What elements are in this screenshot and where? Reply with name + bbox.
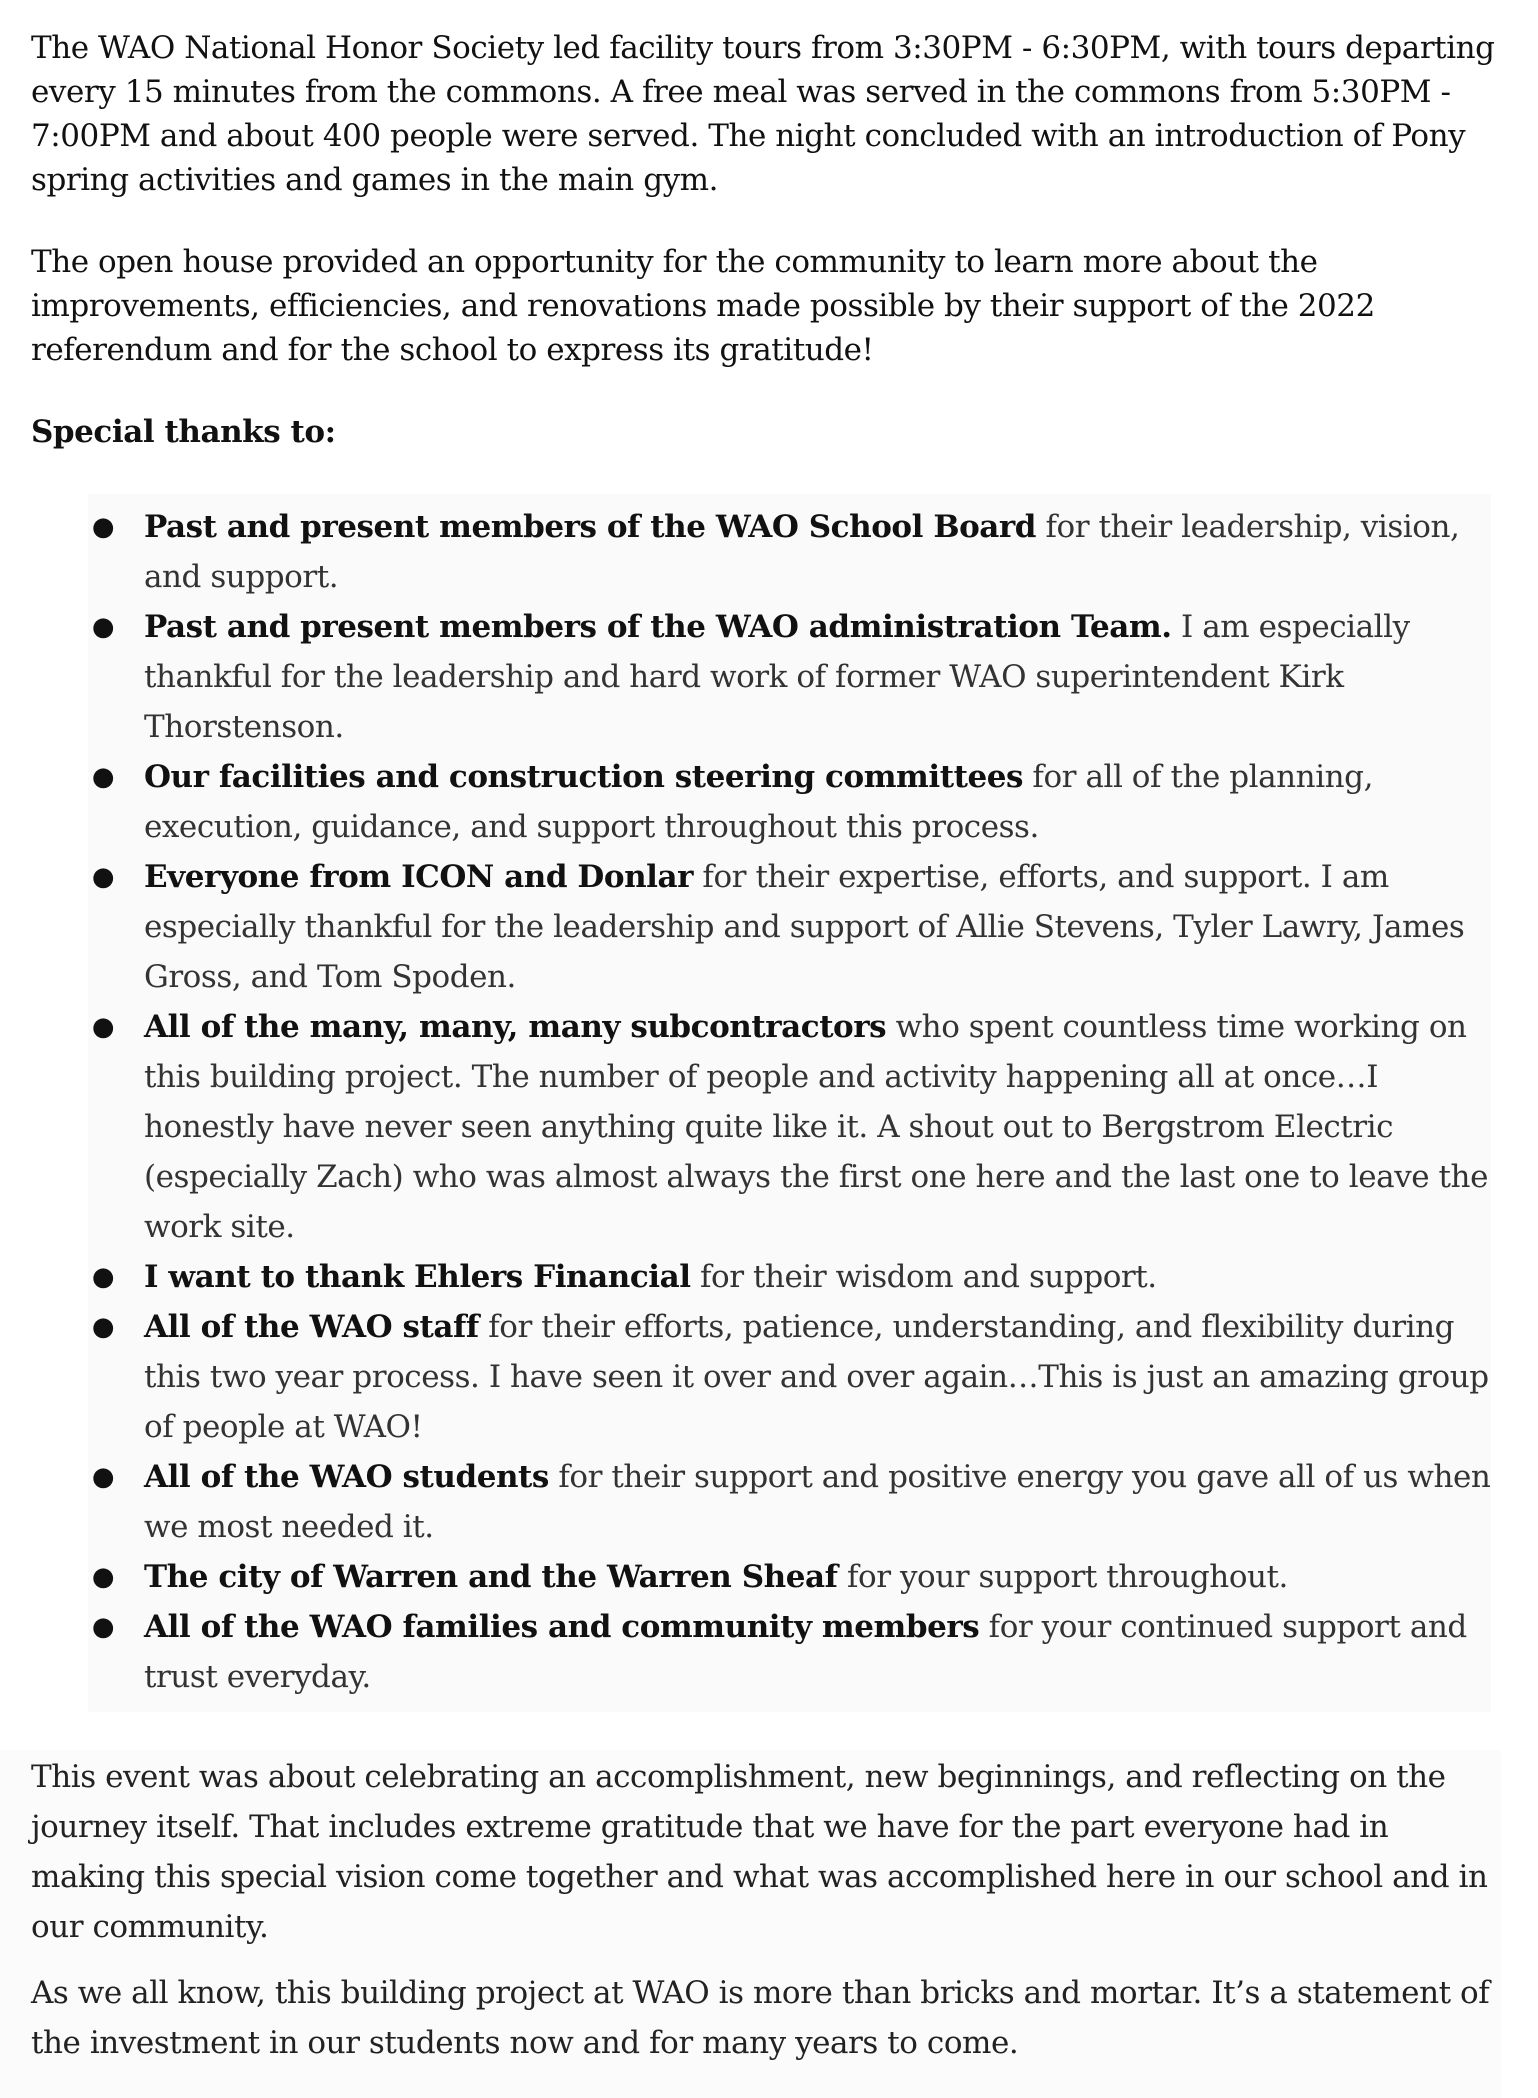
closing-paragraph-event: This event was about celebrating an accomplishment, new beginnings, and reflecting on the journey itself. That includes extreme gratitude that we have for the part everyone had in making this special vision come together and what was accomplished here in our school and in our community. — [31, 1759, 1488, 1945]
bullet-icon: ● — [91, 1312, 115, 1342]
thanks-item-text: I am especially thankful for the leadership and hard work of former WAO superintendent Kirk Thorstenson. — [144, 609, 1410, 745]
thanks-item-bold: Past and present members of the WAO School Board — [144, 509, 1037, 545]
thanks-item-ehlers — [88, 1252, 1491, 1302]
thanks-item-bold: I want to thank Ehlers Financial — [144, 1259, 691, 1295]
thanks-item-text: for all of the planning, execution, guidance, and support throughout this process. — [144, 759, 1373, 845]
thanks-item-families — [88, 1602, 1491, 1702]
thanks-item-administration — [88, 602, 1491, 752]
bullet-icon: ● — [91, 1612, 115, 1642]
bullet-icon: ● — [91, 762, 115, 792]
thanks-item-text: for their wisdom and support. — [690, 1259, 1157, 1295]
thanks-item-bold: Everyone from ICON and Donlar — [144, 859, 694, 895]
intro-paragraph-tours: The WAO National Honor Society led facility tours from 3:30PM - 6:30PM, with tours departing every 15 minutes from the commons. A free meal was served in the commons from 5:30PM - 7:00PM and about 400 people were served. The night concluded with an introduction of Pony spring activities and games in the main gym. — [31, 30, 1495, 198]
thanks-item-bold: All of the WAO families and community members — [144, 1609, 980, 1645]
thanks-item-text: for your support throughout. — [837, 1559, 1288, 1595]
thanks-item-text: for their efforts, patience, understanding, and flexibility during this two year process. I have seen it over and over again…This is just an amazing group of people at WAO! — [144, 1309, 1489, 1445]
bullet-icon: ● — [91, 1462, 115, 1492]
thanks-item-bold: Past and present members of the WAO administration Team. — [144, 609, 1172, 645]
thanks-item-bold: All of the WAO students — [144, 1459, 549, 1495]
closing-paragraph-investment: As we all know, this building project at WAO is more than bricks and mortar. It’s a statement of the investment in our students now and for many years to come. — [31, 1975, 1490, 2061]
bullet-icon: ● — [91, 612, 115, 642]
thanks-item-students — [88, 1452, 1491, 1552]
bullet-icon: ● — [91, 1262, 115, 1292]
thanks-item-text: for your continued support and trust everyday. — [144, 1609, 1467, 1695]
article-body — [31, 26, 1501, 2098]
thanks-item-text: who spent countless time working on this building project. The number of people and activity happening all at once…I honestly have never seen anything quite like it. A shout out to Bergstrom Electric (especially Zach) who was almost always the first one here and the last one to leave the work site. — [144, 1009, 1488, 1245]
special-thanks-heading: Special thanks to: — [31, 414, 336, 450]
bullet-icon: ● — [91, 512, 115, 542]
thanks-item-committees — [88, 752, 1491, 852]
thanks-item-subcontractors — [88, 1002, 1491, 1252]
bullet-icon: ● — [91, 862, 115, 892]
thanks-item-icon-donlar — [88, 852, 1491, 1002]
thanks-item-bold: All of the WAO staff — [144, 1309, 479, 1345]
bullet-icon: ● — [91, 1012, 115, 1042]
bullet-icon: ● — [91, 1562, 115, 1592]
thanks-item-school-board — [88, 502, 1491, 602]
intro-paragraph-open-house: The open house provided an opportunity for the community to learn more about the improvements, efficiencies, and renovations made possible by their support of the 2022 referendum and for the school to express its gratitude! — [31, 244, 1375, 368]
thanks-item-text: for their support and positive energy you gave all of us when we most needed it. — [144, 1459, 1491, 1545]
thanks-item-bold: The city of Warren and the Warren Sheaf — [144, 1559, 838, 1595]
thanks-item-staff — [88, 1302, 1491, 1452]
thanks-item-city — [88, 1552, 1491, 1602]
thanks-item-text: for their leadership, vision, and support. — [144, 509, 1460, 595]
thanks-item-text: for their expertise, efforts, and support. I am especially thankful for the leadership and support of Allie Stevens, Tyler Lawry, James Gross, and Tom Spoden. — [144, 859, 1465, 995]
thanks-list-container — [88, 494, 1491, 1712]
thanks-item-bold: All of the many, many, many subcontractors — [144, 1009, 887, 1045]
thanks-item-bold: Our facilities and construction steering committees — [144, 759, 1024, 795]
thanks-list — [88, 502, 1491, 1702]
closing-section — [0, 1750, 1501, 2098]
